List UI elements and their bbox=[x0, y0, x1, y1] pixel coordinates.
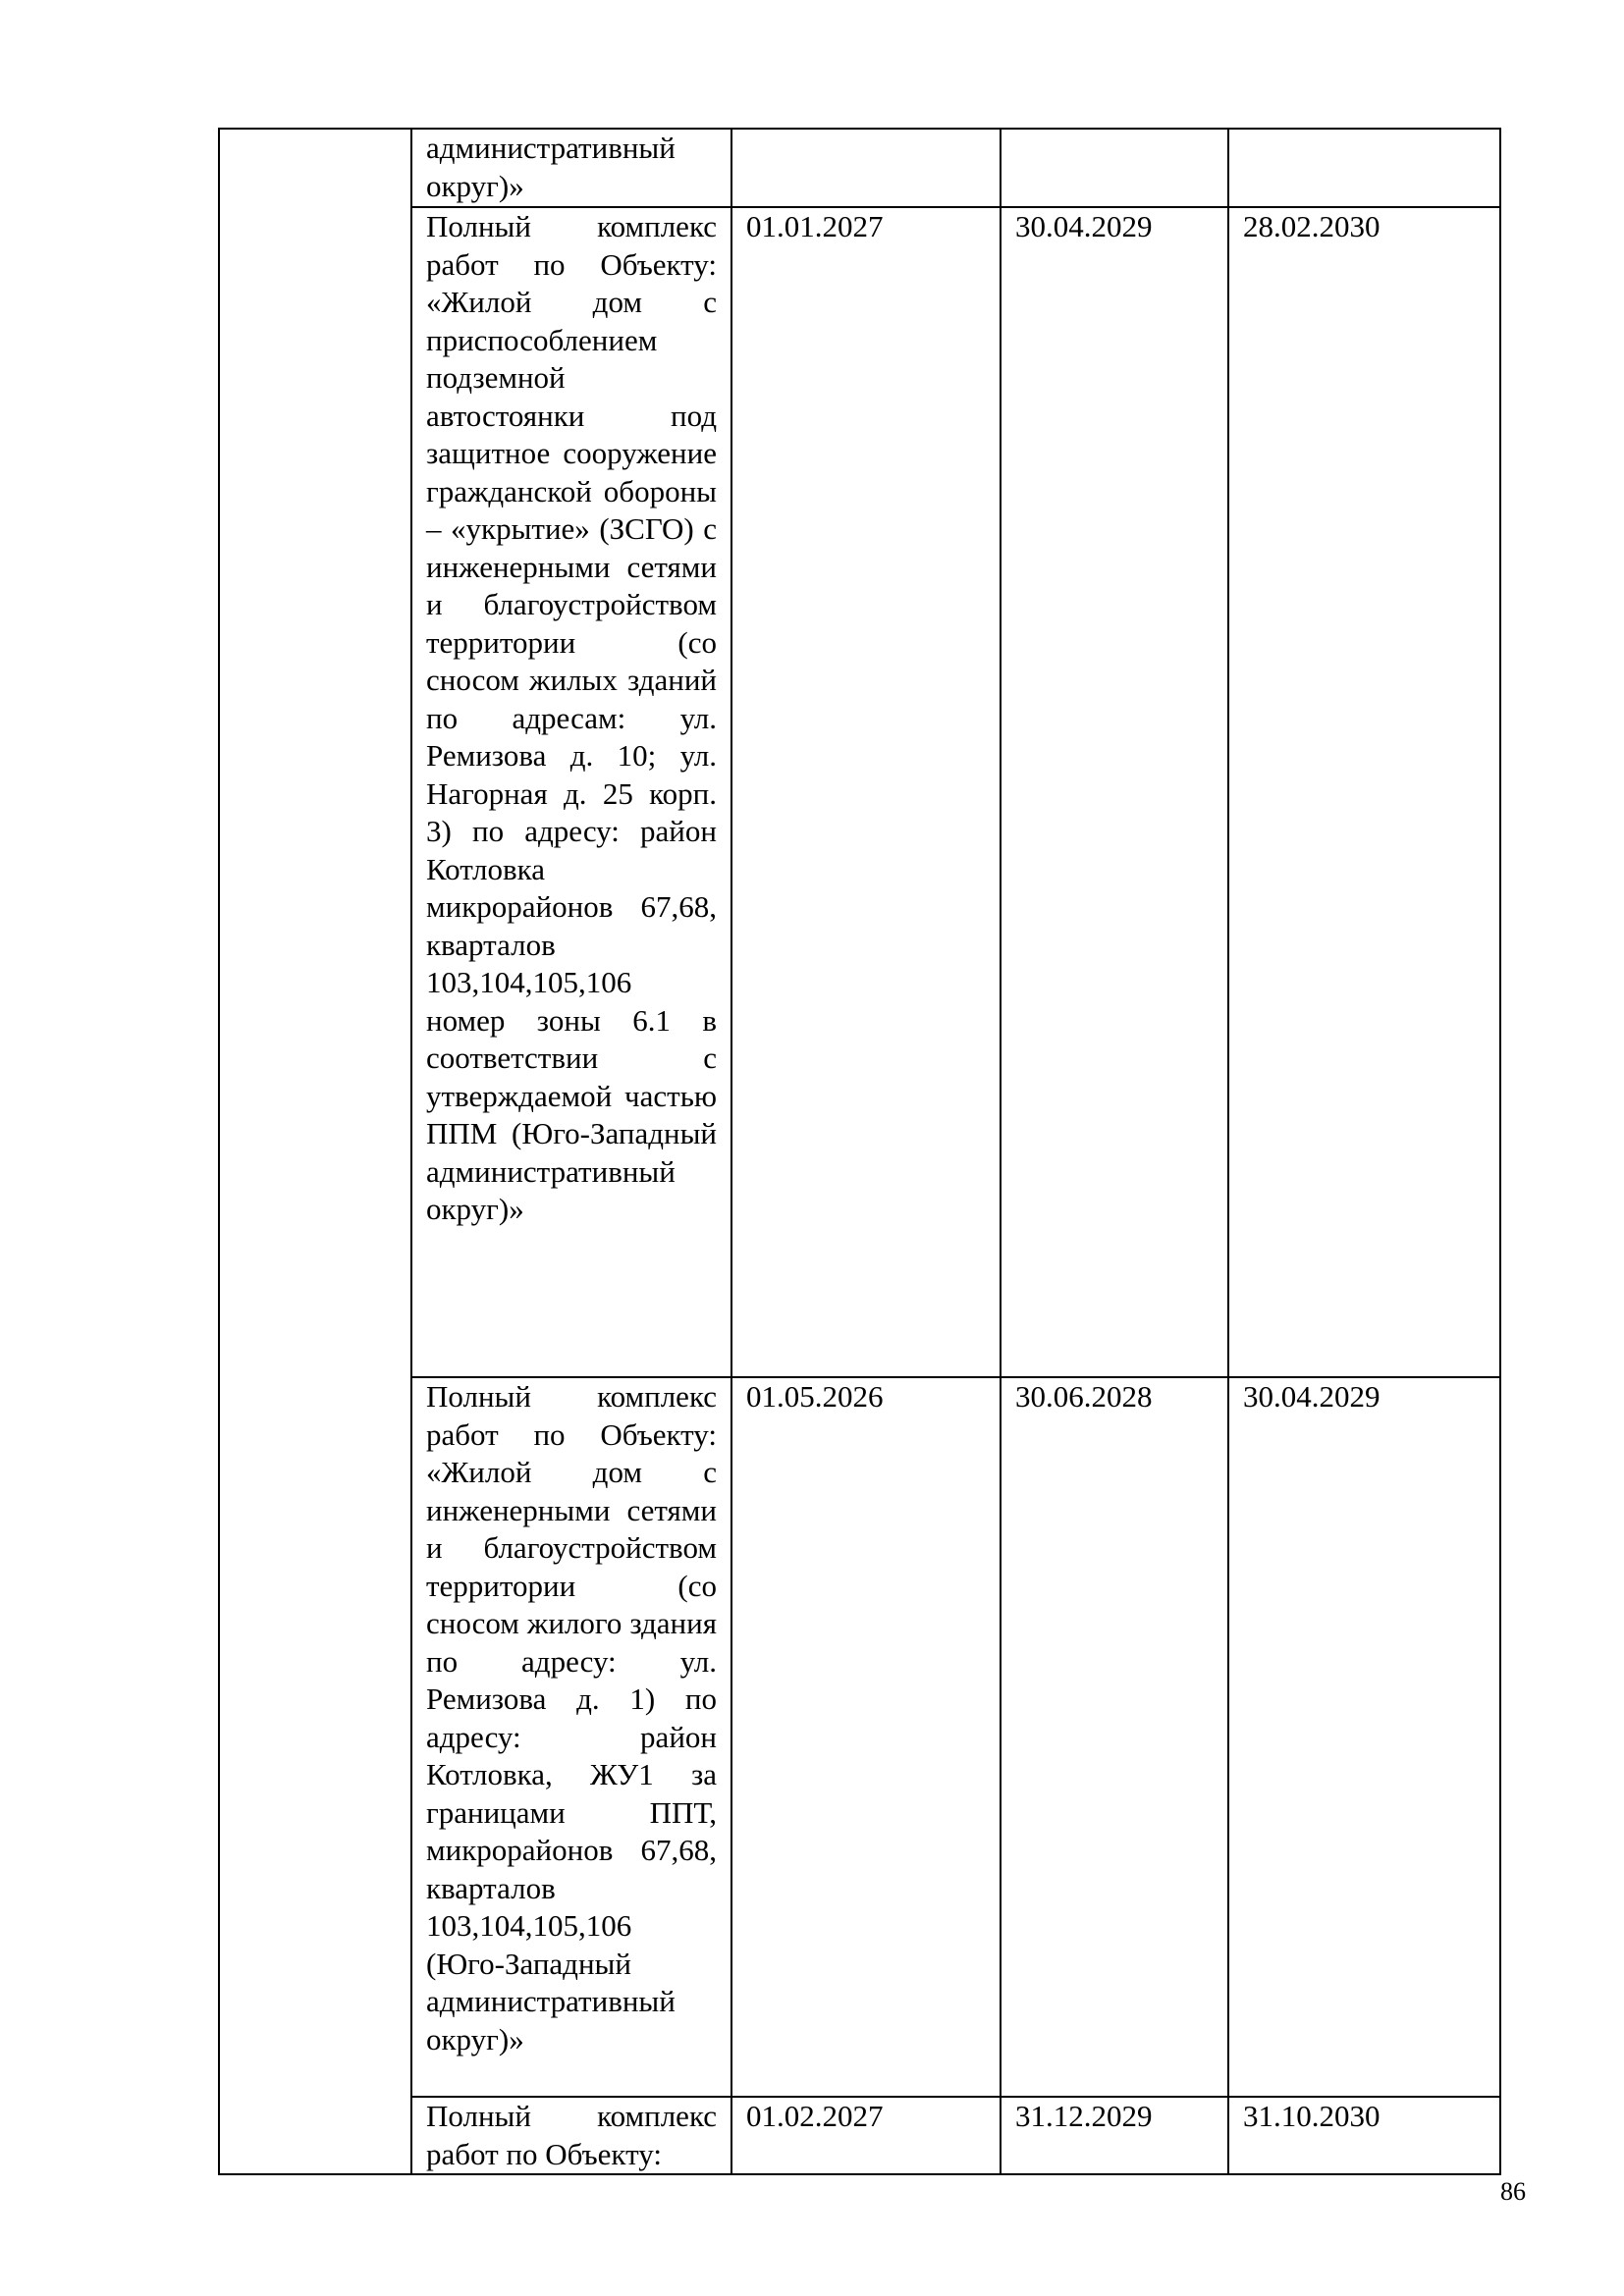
completion-date bbox=[1001, 129, 1228, 207]
start-date: 01.05.2026 bbox=[731, 1377, 1001, 2097]
completion-date: 30.06.2028 bbox=[1001, 1377, 1228, 2097]
object-description: Полный комплекс работ по Объекту: «Жилой дом с приспособлением подземной автостоянки под защитное сооружение гражданской обороны – «укрытие» (ЗСГО) с инженерными сетями и благоустройством территории (со сносом жилых зданий по адресам: ул. Ремизова д. 10; ул. Нагорная д. 25 корп. 3) по адресу: район Котловка микрорайонов 67,68, кварталов 103,104,105,106 номер зоны 6.1 в соответствии с утверждаемой частью ППМ (Юго-Западный административный округ)» bbox=[411, 207, 731, 1377]
table-row bbox=[219, 207, 1500, 1377]
page-number: 86 bbox=[1500, 2177, 1526, 2206]
object-description: Полный комплекс работ по Объекту: «Жилой дом с инженерными сетями и благоустройством территории (со сносом жилого здания по адресу: ул. Ремизова д. 1) по адресу: район Котловка, ЖУ1 за границами ППТ, микрорайонов 67,68, кварталов 103,104,105,106 (Юго-Западный административный округ)» bbox=[411, 1377, 731, 2097]
commissioning-date: 31.10.2030 bbox=[1228, 2097, 1500, 2174]
start-date: 01.02.2027 bbox=[731, 2097, 1001, 2174]
object-description: административный округ)» bbox=[411, 129, 731, 207]
table-row bbox=[219, 129, 1500, 207]
object-description: Полный комплекс работ по Объекту: bbox=[411, 2097, 731, 2174]
completion-date: 31.12.2029 bbox=[1001, 2097, 1228, 2174]
start-date bbox=[731, 129, 1001, 207]
schedule-table bbox=[218, 128, 1501, 2175]
completion-date: 30.04.2029 bbox=[1001, 207, 1228, 1377]
commissioning-date: 30.04.2029 bbox=[1228, 1377, 1500, 2097]
table-row bbox=[219, 2097, 1500, 2174]
row-number-cell bbox=[219, 129, 411, 2174]
commissioning-date bbox=[1228, 129, 1500, 207]
commissioning-date: 28.02.2030 bbox=[1228, 207, 1500, 1377]
table-row bbox=[219, 1377, 1500, 2097]
start-date: 01.01.2027 bbox=[731, 207, 1001, 1377]
